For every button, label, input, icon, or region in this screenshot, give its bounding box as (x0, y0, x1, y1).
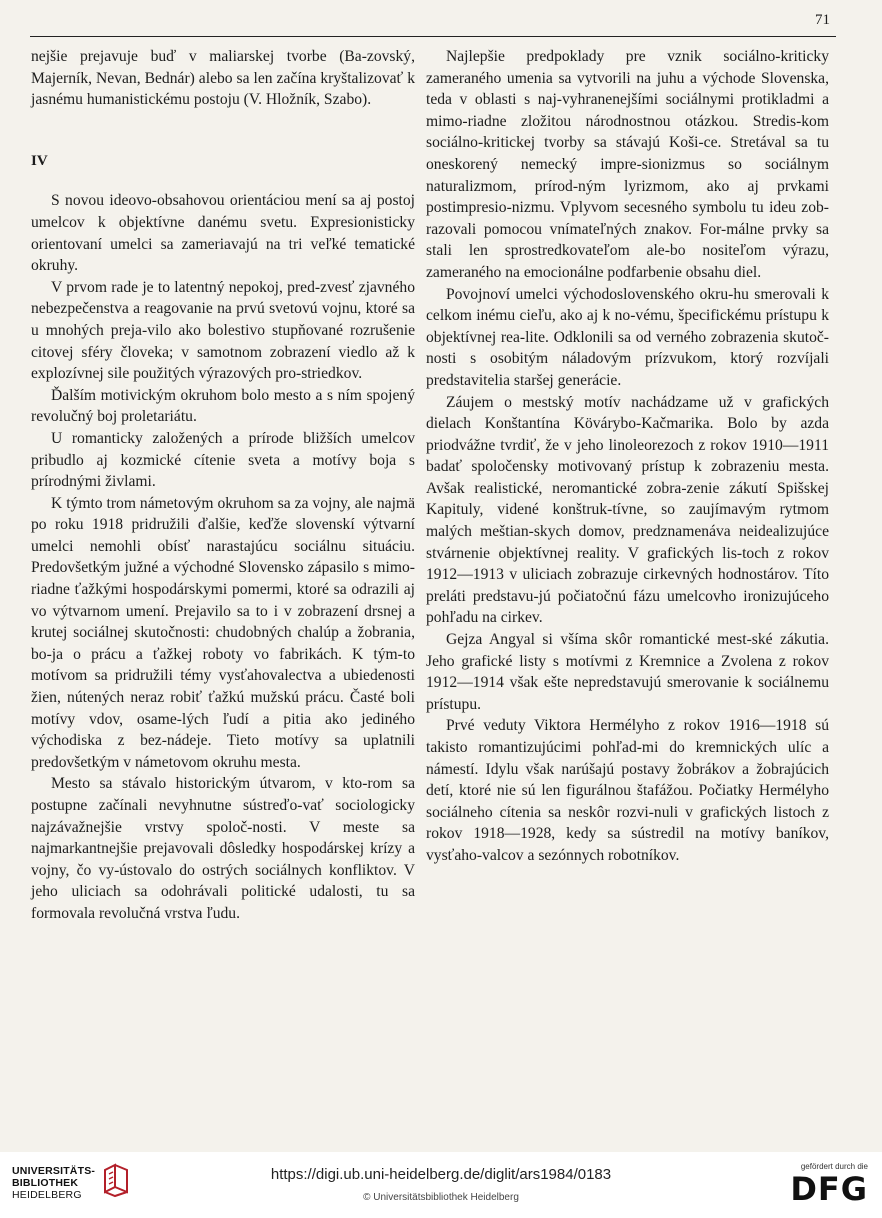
library-name-line: UNIVERSITÄTS- (12, 1164, 96, 1177)
paragraph: Mesto sa stávalo historickým útvarom, v kto-rom sa postupne začínali nevyhnutne sústreďo-vať sociologicky najzávažnejšie vrstvy spoloč-nosti. V meste sa najmarkantnejšie prejavovali dôsledky hospodárskej krízy a vojny, čo vy-ústovalo do ostrých sociálnych konfliktov. V jeho uliciach sa odohrávali politické udalosti, tu sa formovala revolučná vrstva ľudu. (31, 775, 415, 922)
paragraph: V prvom rade je to latentný nepokoj, pred-zvesť zjavného nebezpečenstva a reagovanie na prvú svetovú vojnu, ktoré sa u mnohých preja-vilo ako bolestivo stupňované rozrušenie citovej sféry človeka; v samotnom zobrazení viedlo až k explozívnej sile použitých výrazových pro-striedkov. (31, 278, 415, 383)
paragraph: Záujem o mestský motív nachádzame už v grafických dielach Konštantína Kövárybo-Kačmarika. Bolo by azda priodvážne tvrdiť, že v jeho linoleorezoch z rokov 1910—1911 badať spoločensky motivovaný prístup k zobrazeniu mesta. Avšak realistické, neromantické zobra-zenie zákutí Spišskej Kapituly, videné konštruk-tívne, so zaujímavým rytmom malých meštian-skych domov, predznamenáva neidealizujúce stvárnenie objektívnej reality. V grafických lis-toch z rokov 1912—1913 v uliciach zobrazuje cirkevných hodnostárov. Títo preláti predstavu-jú počiatočnú fázu umelcovho ironizujúceho pohľadu na cirkev. (426, 393, 829, 627)
paragraph: K týmto trom námetovým okruhom sa za vojny, ale najmä po roku 1918 pridružili ďalšie, keďže slovenskí výtvarní umelci nemohli obísť narastajúcu sociálnu situáciu. Predovšetkým južné a východné Slovensko zápasilo s mimo-riadne ťažkými hospodárskymi pomermi, ktoré sa odrazili aj vo výtvarnom umení. Prejavilo sa to i v zobrazení drsnej a krutej sociálnej skutočnosti: chudobných chalúp a žobrania, bo-ja o prácu a ťažkej roboty vo fabrikách. K tým-to motívom sa pridružili témy vysťahovalectva a ubiedenosti žien, nútených neraz robiť ťažkú mužskú prácu. Časté boli motívy vdov, osame-lých ľudí a pitia ako jediného východiska z bez-nádeje. Tieto motívy sa uplatnili predovšetkým v námetovom okruhu mesta. (31, 494, 415, 771)
left-column (31, 46, 415, 925)
paragraph: Ďalším motivickým okruhom bolo mesto a s ním spojený revolučný boj proletariátu. (31, 386, 415, 426)
library-name-line: BIBLIOTHEK (12, 1176, 79, 1189)
permalink-url[interactable]: https://digi.ub.uni-heidelberg.de/diglit/ars1984/0183 (270, 1166, 612, 1183)
library-name-line: HEIDELBERG (12, 1188, 82, 1201)
right-column (426, 46, 829, 867)
paragraph: Gejza Angyal si všíma skôr romantické mest-ské zákutia. Jeho grafické listy s motívmi z Kremnice a Zvolena z rokov 1912—1914 však ešte nepredstavujú smerovanie k sociálnemu prístupu. (426, 631, 829, 713)
paragraph: Povojnoví umelci východoslovenského okru-hu smerovali k celkom inému cieľu, ako aj k no-vému, špecifickému prístupu k objektívnej rea-lite. Odklonili sa od verného zobrazenia skutoč-nosti s osobitým náladovým prízvukom, ktorý rozvíjali predstavitelia staršej generácie. (426, 285, 829, 389)
paragraph: U romanticky založených a prírode bližších umelcov pribudlo aj kozmické cítenie sveta a motívy boja s prírodnými živlami. (31, 429, 415, 491)
footer-bar (0, 1152, 882, 1218)
dfg-wordmark: DFG (790, 1170, 868, 1208)
section-heading: IV (31, 152, 48, 169)
header-rule (30, 36, 836, 37)
paragraph: Prvé veduty Viktora Hermélyho z rokov 1916—1918 sú takisto romantizujúcimi pohľad-mi do kremnických ulíc a námestí. Idylu však narúšajú postavy žobrákov a žobrajúcich detí, ktoré nie sú len figurálnou štafážou. Počiatky Hermélyho sociálneho cítenia sa neskôr rozvi-nuli v grafických listoch z rokov 1918—1928, kedy sa sústredil na motívy baníkov, vysťaho-valcov a sezónnych robotníkov. (426, 717, 829, 864)
paragraph: Najlepšie predpoklady pre vznik sociálno-kriticky zameraného umenia sa vytvorili na juhu a východe Slovenska, teda v oblasti s naj-vyhranenejšími sociálnymi protikladmi a mimo-riadne zložitou národnostnou otázkou. Stredis-kom sociálno-kritickej tvorby sa stávajú Koši-ce. Stretával sa tu oneskorený nemecký impre-sionizmus so sociálnym naturalizmom, prírod-ným lyrizmom, ako aj prvkami postimpresio-nizmu. Vplyvom secesného symbolu tu ideu zob-razovali pomocou vnímateľných znakov. For-málne prvky sa stali len sprostredkovateľom ale-bo nositeľom výrazu, zameraného na emocionálne podfarbenie obsahu diel. (426, 48, 829, 281)
paragraph: nejšie prejavuje buď v maliarskej tvorbe (Ba-zovský, Majerník, Nevan, Bednár) alebo sa len začína kryštalizovať k jasnému humanistickému postoju (V. Hložník, Szabo). (31, 48, 415, 109)
paragraph: S novou ideovo-obsahovou orientáciou mení sa aj postoj umelcov k objektívne danému svetu. Expresionisticky orientovaní umelci sa zameriavajú na tri veľké tematické okruhy. (31, 192, 415, 275)
page-number: 71 (815, 12, 830, 28)
dfg-logo[interactable] (790, 1162, 868, 1206)
funded-by-label: gefördert durch die (800, 1162, 868, 1171)
copyright-notice: © Universitätsbibliothek Heidelberg (363, 1192, 519, 1203)
